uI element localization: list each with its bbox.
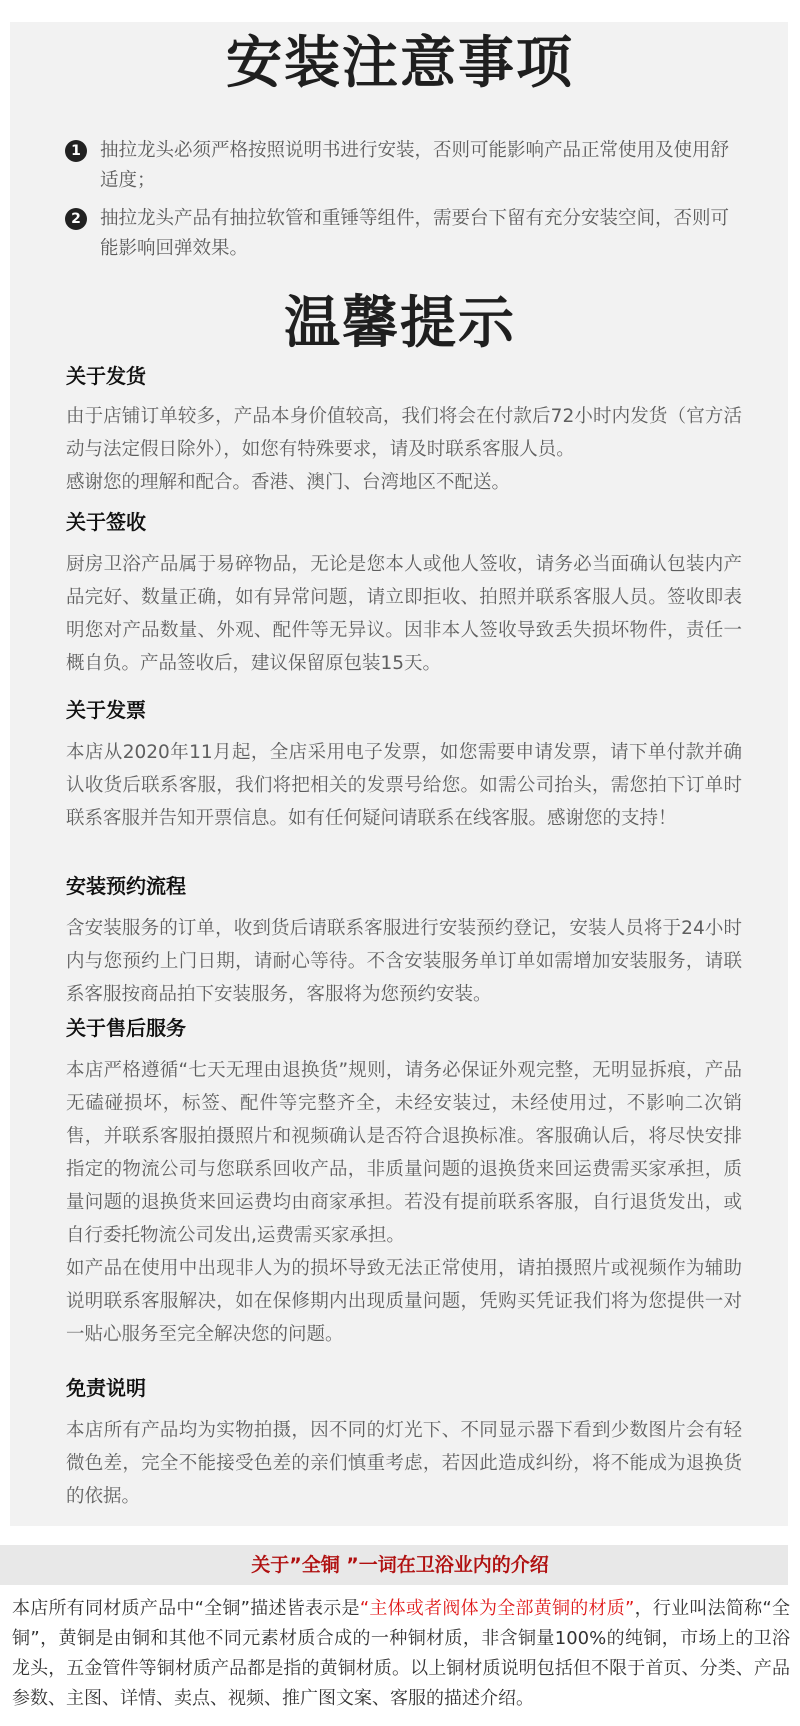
install-note-2 xyxy=(68,204,738,264)
section-body-shipping xyxy=(66,400,742,499)
paragraph: 厨房卫浴产品属于易碎物品，无论是您本人或他人签收，请务必当面确认包装内产品完好、数量正确，如有异常问题，请立即拒收、拍照并联系客服人员。签收即表明您对产品数量、外观、配件等无异议。因非本人签收导致丢失损坏物件，责任一概自负。产品签收后，建议保留原包装15天。 xyxy=(66,554,742,674)
section-title-after-sales: 关于售后服务 xyxy=(66,1016,186,1040)
section-body-install-booking xyxy=(66,912,742,1011)
section-title-disclaimer: 免责说明 xyxy=(66,1376,146,1400)
tips-title: 温馨提示 xyxy=(284,291,516,356)
section-title-receipt: 关于签收 xyxy=(66,510,146,534)
number-badge-icon: 2 xyxy=(65,208,87,230)
paragraph: 本店从2020年11月起，全店采用电子发票，如您需要申请发票，请下单付款并确认收货后联系客服，我们将把相关的发票号给您。如需公司抬头，需您拍下订单时联系客服并告知开票信息。如有任何疑问请联系在线客服。感谢您的支持！ xyxy=(66,742,742,829)
paragraph: 由于店铺订单较多，产品本身价值较高，我们将会在付款后72小时内发货（官方活动与法定假日除外），如您有特殊要求，请及时联系客服人员。 xyxy=(66,406,742,460)
install-note-text: 抽拉龙头产品有抽拉软管和重锤等组件，需要台下留有充分安装空间，否则可能影响回弹效果。 xyxy=(100,208,730,259)
number-badge-icon: 1 xyxy=(65,140,87,162)
section-title-invoice: 关于发票 xyxy=(66,698,146,722)
copper-text-highlight: “主体或者阀体为全部黄铜的材质” xyxy=(359,1598,635,1619)
paragraph: 本店严格遵循“七天无理由退换货”规则，请务必保证外观完整，无明显拆痕，产品无磕碰损坏，标签、配件等完整齐全，未经安装过，未经使用过，不影响二次销售，并联系客服拍摄照片和视频确认是否符合退换标准。客服确认后，将尽快安排指定的物流公司与您联系回收产品，非质量问题的退换货来回运费需买家承担，质量问题的退换货来回运费均由商家承担。若没有提前联系客服，自行退货发出，或自行委托物流公司发出,运费需买家承担。 xyxy=(66,1060,742,1246)
paragraph: 如产品在使用中出现非人为的损坏导致无法正常使用，请拍摄照片或视频作为辅助说明联系客服解决，如在保修期内出现质量问题，凭购买凭证我们将为您提供一对一贴心服务至完全解决您的问题。 xyxy=(66,1258,742,1345)
paragraph: 感谢您的理解和配合。香港、澳门、台湾地区不配送。 xyxy=(66,472,511,493)
section-body-receipt xyxy=(66,548,742,680)
paragraph: 本店所有产品均为实物拍摄，因不同的灯光下、不同显示器下看到少数图片会有轻微色差，完全不能接受色差的亲们慎重考虑，若因此造成纠纷，将不能成为退换货的依据。 xyxy=(66,1420,742,1507)
install-note-text: 抽拉龙头必须严格按照说明书进行安装，否则可能影响产品正常使用及使用舒适度； xyxy=(100,140,730,191)
paragraph: 含安装服务的订单，收到货后请联系客服进行安装预约登记，安装人员将于24小时内与您预约上门日期，请耐心等待。不含安装服务单订单如需增加安装服务，请联系客服按商品拍下安装服务，客服将为您预约安装。 xyxy=(66,918,742,1005)
section-body-disclaimer xyxy=(66,1414,742,1513)
section-body-after-sales xyxy=(66,1054,742,1351)
section-title-shipping: 关于发货 xyxy=(66,364,146,388)
copper-text-pre: 本店所有同材质产品中“全铜”描述皆表示是 xyxy=(12,1598,360,1619)
install-title: 安装注意事项 xyxy=(226,31,574,96)
install-note-1 xyxy=(68,136,738,196)
copper-description xyxy=(12,1594,790,1714)
copper-title: 关于”全铜 ”一词在卫浴业内的介绍 xyxy=(251,1554,549,1576)
section-title-install-booking: 安装预约流程 xyxy=(66,874,186,898)
copper-text-post: ，行业叫法简称“全铜”，黄铜是由铜和其他不同元素材质合成的一种铜材质，非含铜量100%的纯铜，市场上的卫浴龙头，五金管件等铜材质产品都是指的黄铜材质。以上铜材质说明包括但不限于首页、分类、产品参数、主图、详情、卖点、视频、推广图文案、客服的描述介绍。 xyxy=(12,1598,790,1709)
section-body-invoice xyxy=(66,736,742,835)
